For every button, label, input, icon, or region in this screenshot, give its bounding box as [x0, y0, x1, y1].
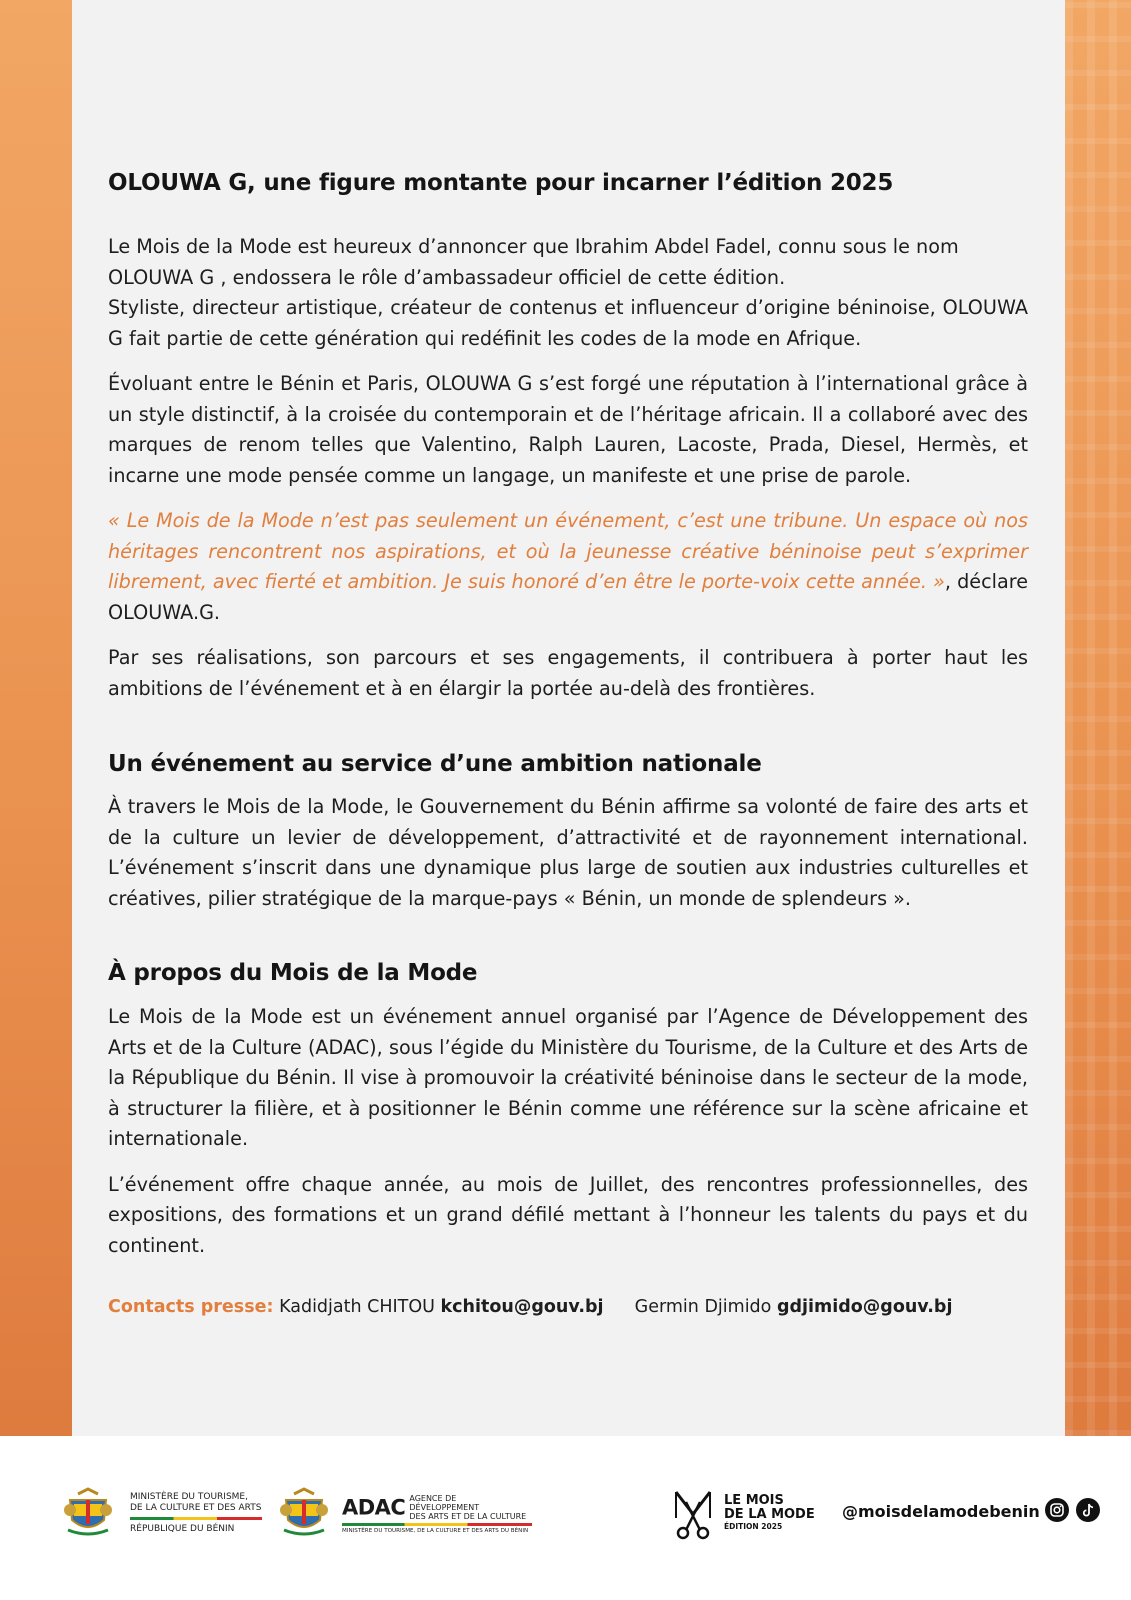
paragraph-about: Le Mois de la Mode est un événement annuel organisé par l’Agence de Développement des Arts et de la Culture (ADAC), sous l’égide du Ministère du Tourisme, de la Culture et des Arts de la République du Bénin. Il vise à promouvoir la créativité béninoise dans le secteur de la mode, à structurer la filière, et à positionner le Bénin comme une référence sur la scène africaine et internationale.	[108, 1005, 1028, 1150]
adac-flag-bar	[342, 1523, 532, 1526]
contact-email-1[interactable]: kchitou@gouv.bj	[440, 1297, 604, 1317]
press-contacts	[108, 1297, 1028, 1317]
footer	[0, 1436, 1131, 1600]
adac-full-line-2: DES ARTS ET DE LA CULTURE	[409, 1512, 527, 1521]
social-handle[interactable]: @moisdelamodebenin	[842, 1502, 1040, 1521]
main-content	[108, 170, 1028, 1317]
mdm-line-2: DE LA MODE	[724, 1507, 815, 1522]
adac-name: ADAC	[342, 1495, 406, 1520]
ministry-line-1: MINISTÈRE DU TOURISME,	[130, 1492, 248, 1502]
mdm-line-1: LE MOIS	[724, 1493, 784, 1508]
section-title-olouwa: OLOUWA G, une figure montante pour incarner l’édition 2025	[108, 170, 894, 196]
pattern-strip	[1065, 0, 1131, 1436]
contact-email-2[interactable]: gdjimido@gouv.bj	[776, 1297, 953, 1317]
ministry-line-2: DE LA CULTURE ET DES ARTS	[130, 1503, 262, 1513]
benin-crest-icon	[62, 1486, 114, 1538]
quote-attribution: , déclare OLOUWA.G.	[108, 570, 1029, 624]
section-title-about: À propos du Mois de la Mode	[108, 960, 478, 986]
adac-logo	[342, 1494, 542, 1534]
section-title-ambition: Un événement au service d’une ambition nationale	[108, 751, 762, 777]
benin-crest-icon-2	[278, 1486, 330, 1538]
mdm-edition: ÉDITION 2025	[724, 1522, 783, 1531]
scissors-logo-icon	[672, 1488, 714, 1540]
paragraph-ambition: À travers le Mois de la Mode, le Gouvernement du Bénin affirme sa volonté de faire des arts et de la culture un levier de développement, d’attractivité et de rayonnement international. L’événement s’inscrit dans une dynamique plus large de soutien aux industries culturelles et créatives, pilier stratégique de la marque-pays « Bénin, un monde de splendeurs ».	[108, 795, 1028, 910]
contact-name-1: Kadidjath CHITOU	[279, 1297, 435, 1317]
contacts-label: Contacts presse:	[108, 1297, 274, 1317]
paragraph-profile: Styliste, directeur artistique, créateur de contenus et influenceur d’origine béninoise, OLOUWA G fait partie de cette génération qui redéfinit les codes de la mode en Afrique.	[108, 296, 1028, 350]
ministry-logo	[130, 1492, 270, 1535]
mois-de-la-mode-logo	[724, 1494, 815, 1532]
paragraph-announcement: Le Mois de la Mode est heureux d’annoncer que Ibrahim Abdel Fadel, connu sous le nom OLOUWA G , endossera le rôle d’ambassadeur officiel de cette édition.	[108, 235, 959, 289]
adac-subtitle: MINISTÈRE DU TOURISME, DE LA CULTURE ET DES ARTS DU BÉNIN	[342, 1528, 529, 1534]
flag-bar	[130, 1517, 262, 1520]
paragraph-contribution: Par ses réalisations, son parcours et ses engagements, il contribuera à porter haut les ambitions de l’événement et à en élargir la portée au-delà des frontières.	[108, 646, 1028, 700]
tiktok-icon[interactable]	[1076, 1498, 1100, 1522]
paragraph-event: L’événement offre chaque année, au mois de Juillet, des rencontres professionnelles, des expositions, des formations et un grand défilé mettant à l’honneur les talents du pays et du continent.	[108, 1172, 1028, 1257]
adac-full-line-1: AGENCE DE DÉVELOPPEMENT	[409, 1494, 480, 1512]
ministry-country: RÉPUBLIQUE DU BÉNIN	[130, 1524, 235, 1534]
quote-text: « Le Mois de la Mode n’est pas seulement un événement, c’est une tribune. Un espace où nos héritages rencontrent nos aspirations, et où la jeunesse créative béninoise peut s’exprimer librement, avec fierté et ambition. Je suis honoré d’en être le porte-voix cette année. »	[108, 509, 1028, 593]
paragraph-quote	[108, 506, 1028, 628]
contact-name-2: Germin Djimido	[634, 1297, 772, 1317]
adac-full-name	[409, 1494, 527, 1521]
paragraph-career: Évoluant entre le Bénin et Paris, OLOUWA G s’est forgé une réputation à l’international grâce à un style distinctif, à la croisée du contemporain et de l’héritage africain. Il a collaboré avec des marques de renom telles que Valentino, Ralph Lauren, Lacoste, Prada, Diesel, Hermès, et incarne une mode pensée comme un langage, un manifeste et une prise de parole.	[108, 372, 1028, 487]
instagram-icon[interactable]	[1045, 1498, 1069, 1522]
